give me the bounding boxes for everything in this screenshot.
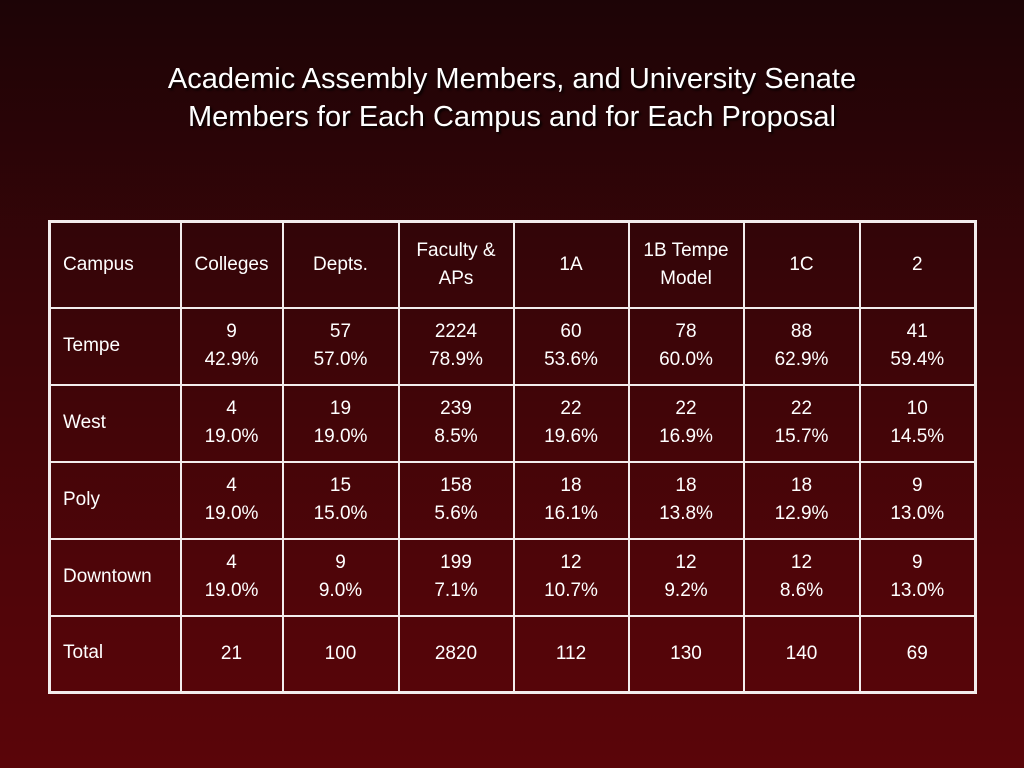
row-header-campus: Downtown bbox=[50, 539, 181, 616]
table-row bbox=[50, 539, 976, 616]
cell-count: 69 bbox=[906, 642, 928, 664]
column-header bbox=[399, 222, 514, 308]
cell-percent: 78.9% bbox=[429, 349, 483, 370]
cell-percent: 57.0% bbox=[313, 349, 368, 370]
cell-count: 9 bbox=[335, 552, 346, 573]
table-cell bbox=[283, 385, 399, 462]
cell-percent: 42.9% bbox=[204, 349, 259, 370]
table-row bbox=[50, 462, 976, 539]
cell-percent: 62.9% bbox=[774, 349, 829, 370]
cell-percent: 10.7% bbox=[544, 580, 598, 601]
cell-count: 22 bbox=[790, 398, 813, 419]
cell-percent: 9.2% bbox=[664, 580, 708, 601]
cell-count: 88 bbox=[790, 321, 813, 342]
cell-percent: 19.0% bbox=[204, 426, 259, 447]
table-cell bbox=[283, 616, 399, 693]
column-header-text: Campus bbox=[63, 253, 134, 275]
cell-percent: 9.0% bbox=[318, 580, 363, 601]
table-row bbox=[50, 616, 976, 693]
table-row bbox=[50, 308, 976, 385]
cell-percent: 59.4% bbox=[890, 349, 945, 370]
cell-count: 18 bbox=[675, 475, 697, 496]
row-header-campus: Poly bbox=[50, 462, 181, 539]
cell-count: 18 bbox=[790, 475, 813, 496]
column-header-text: 1B Tempe bbox=[643, 239, 729, 261]
table-cell bbox=[283, 539, 399, 616]
column-header bbox=[50, 222, 181, 308]
cell-count: 78 bbox=[675, 321, 697, 342]
cell-percent: 12.9% bbox=[774, 503, 829, 524]
cell-count: 18 bbox=[560, 475, 582, 496]
cell-count: 130 bbox=[670, 642, 702, 664]
cell-count: 22 bbox=[675, 398, 697, 419]
column-header-text: Faculty & bbox=[416, 239, 496, 261]
cell-count: 41 bbox=[906, 321, 928, 342]
cell-count: 9 bbox=[911, 475, 923, 496]
table-cell bbox=[860, 308, 976, 385]
cell-count: 19 bbox=[329, 398, 352, 419]
cell-percent: 19.0% bbox=[204, 503, 259, 524]
cell-count: 57 bbox=[329, 321, 352, 342]
row-header-campus: Total bbox=[50, 616, 181, 693]
cell-count: 60 bbox=[560, 321, 582, 342]
table-cell bbox=[629, 385, 744, 462]
cell-percent: 15.0% bbox=[313, 503, 368, 524]
cell-count: 10 bbox=[906, 398, 928, 419]
cell-percent: 8.5% bbox=[434, 426, 478, 447]
column-header bbox=[283, 222, 399, 308]
cell-percent: 15.7% bbox=[774, 426, 829, 447]
table-cell bbox=[744, 462, 860, 539]
cell-count: 112 bbox=[555, 642, 587, 664]
cell-percent: 13.0% bbox=[890, 580, 945, 601]
column-header-text: Model bbox=[660, 267, 712, 289]
cell-percent: 60.0% bbox=[659, 349, 713, 370]
column-header-text: APs bbox=[438, 267, 474, 289]
table-cell bbox=[181, 539, 283, 616]
table-cell bbox=[181, 308, 283, 385]
table-cell bbox=[181, 385, 283, 462]
table-cell bbox=[181, 616, 283, 693]
cell-count: 4 bbox=[226, 398, 237, 419]
table-cell bbox=[399, 462, 514, 539]
cell-percent: 8.6% bbox=[779, 580, 824, 601]
cell-count: 100 bbox=[324, 642, 357, 664]
cell-count: 12 bbox=[675, 552, 697, 573]
table-cell bbox=[744, 616, 860, 693]
cell-count: 2820 bbox=[434, 642, 478, 664]
table-cell bbox=[399, 385, 514, 462]
column-header-text: Colleges bbox=[194, 253, 269, 275]
table-cell bbox=[860, 462, 976, 539]
cell-count: 9 bbox=[226, 321, 237, 342]
table-cell bbox=[181, 462, 283, 539]
column-header bbox=[514, 222, 629, 308]
slide-title-line-1: Academic Assembly Members, and University Senate bbox=[167, 63, 857, 95]
table-cell bbox=[514, 385, 629, 462]
table-cell bbox=[744, 308, 860, 385]
cell-percent: 16.1% bbox=[544, 503, 598, 524]
table-cell bbox=[514, 539, 629, 616]
cell-percent: 19.0% bbox=[313, 426, 368, 447]
table-cell bbox=[283, 308, 399, 385]
table-cell bbox=[399, 539, 514, 616]
table-cell bbox=[399, 308, 514, 385]
cell-percent: 16.9% bbox=[659, 426, 713, 447]
table-cell bbox=[283, 462, 399, 539]
row-header-campus: Tempe bbox=[50, 308, 181, 385]
column-header-text: 1A bbox=[559, 253, 583, 275]
row-header-campus: West bbox=[50, 385, 181, 462]
table-cell bbox=[744, 385, 860, 462]
cell-percent: 5.6% bbox=[434, 503, 478, 524]
slide-title bbox=[40, 60, 984, 136]
cell-percent: 19.6% bbox=[544, 426, 598, 447]
cell-percent: 7.1% bbox=[434, 580, 478, 601]
table-cell bbox=[629, 308, 744, 385]
column-header-text: 1C bbox=[789, 253, 814, 275]
cell-count: 22 bbox=[560, 398, 582, 419]
cell-percent: 53.6% bbox=[544, 349, 598, 370]
column-header bbox=[629, 222, 744, 308]
column-header bbox=[744, 222, 860, 308]
cell-count: 12 bbox=[560, 552, 582, 573]
column-header-text: Depts. bbox=[313, 253, 368, 275]
cell-count: 12 bbox=[790, 552, 813, 573]
cell-count: 4 bbox=[226, 475, 237, 496]
table-cell bbox=[399, 616, 514, 693]
cell-count: 2224 bbox=[434, 321, 478, 342]
cell-count: 158 bbox=[440, 475, 472, 496]
cell-percent: 13.8% bbox=[659, 503, 713, 524]
cell-count: 21 bbox=[220, 642, 243, 664]
table-cell bbox=[629, 539, 744, 616]
cell-count: 9 bbox=[911, 552, 923, 573]
table-cell bbox=[860, 539, 976, 616]
table-cell bbox=[514, 462, 629, 539]
table-cell bbox=[514, 616, 629, 693]
column-header bbox=[181, 222, 283, 308]
header-row bbox=[50, 222, 976, 308]
slide-title-line-2: Members for Each Campus and for Each Proposal bbox=[188, 101, 836, 133]
cell-count: 199 bbox=[440, 552, 472, 573]
table-cell bbox=[860, 385, 976, 462]
cell-count: 4 bbox=[226, 552, 237, 573]
table-cell bbox=[514, 308, 629, 385]
column-header-text: 2 bbox=[911, 253, 923, 275]
cell-count: 15 bbox=[329, 475, 352, 496]
members-table bbox=[48, 220, 977, 694]
cell-percent: 13.0% bbox=[890, 503, 945, 524]
table-row bbox=[50, 385, 976, 462]
cell-percent: 19.0% bbox=[204, 580, 259, 601]
column-header bbox=[860, 222, 976, 308]
table-cell bbox=[629, 462, 744, 539]
table-cell bbox=[860, 616, 976, 693]
cell-percent: 14.5% bbox=[890, 426, 945, 447]
table-cell bbox=[629, 616, 744, 693]
cell-count: 239 bbox=[440, 398, 472, 419]
cell-count: 140 bbox=[785, 642, 818, 664]
table-cell bbox=[744, 539, 860, 616]
